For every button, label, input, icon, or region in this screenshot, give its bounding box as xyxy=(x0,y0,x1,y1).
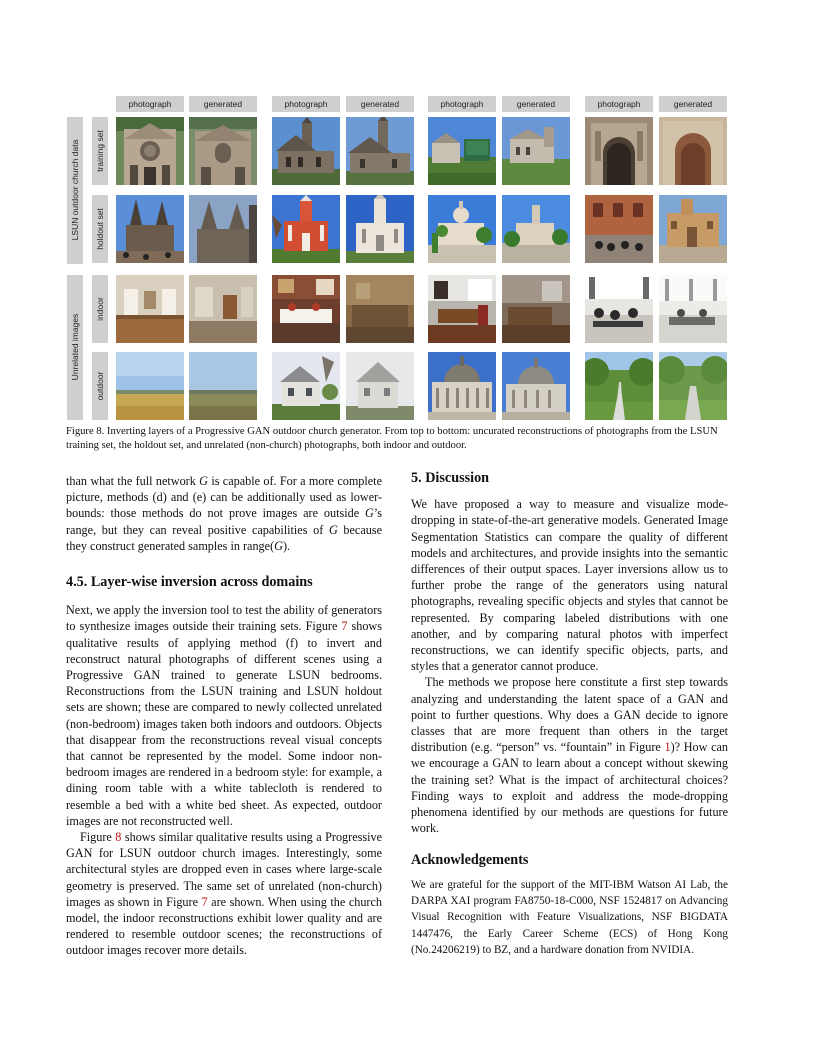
image-training-generated-1 xyxy=(189,117,257,185)
group-label-unrelated: Unrelated images xyxy=(70,313,80,381)
acknowledgements-heading: Acknowledgements xyxy=(411,852,529,869)
row-label-outdoor: outdoor xyxy=(95,371,105,401)
figure-caption-text: Inverting layers of a Progressive GAN outdoor church generator. From top to bottom: uncurated reconstructions of photographs from the LSUN training set, the holdout set, and unrelated (non-church) photographs, both indoor and outdoor. xyxy=(66,426,718,451)
column-header-photograph: photograph xyxy=(272,96,340,112)
image-indoor-generated-1 xyxy=(189,275,257,343)
image-indoor-photo-4 xyxy=(585,275,653,343)
image-outdoor-generated-4 xyxy=(659,352,727,420)
image-outdoor-generated-3 xyxy=(502,352,570,420)
section-heading-5: 5. Discussion xyxy=(411,470,490,486)
image-training-generated-3 xyxy=(502,117,570,185)
left-paragraph-3: Figure 8 shows similar qualitative results using a Progressive GAN for LSUN outdoor church images. Interestingly, some architectural styles are dropped even in cases where large-scale geometry is preserved. The same set of unrelated (non-church) images as shown in Figure 7 are shown. When using the church model, the indoor reconstructions exhibit lower quality and are rendered to resemble outdoor scenes; the reconstructions of outdoor images recover more details. xyxy=(66,830,382,958)
left-paragraph-2: Next, we apply the inversion tool to test the ability of generators to synthesize images outside their training sets. Figure 7 shows qualitative results of applying method (f) to invert and reconstruct natural photographs of different scenes using a Progressive GAN trained to generate LSUN bedrooms. Reconstructions from the LSUN training and LSUN holdout sets are shown; these are compared to newly collected unrelated (non-bedroom) images taken both indoors and outdoors. Objects that disappear from the reconstructions reveal visual concepts that cannot be represented by the model. Some indoor non-bedroom images are rendered in a bedroom style: for example, a dining room table with a white tablecloth is rendered to resemble a bed with a white bed sheet. As expected, outdoor images are not reconstructed well. xyxy=(66,603,382,828)
image-indoor-generated-2 xyxy=(346,275,414,343)
column-header-photograph: photograph xyxy=(585,96,653,112)
image-holdout-generated-4 xyxy=(659,195,727,263)
image-outdoor-photo-4 xyxy=(585,352,653,420)
image-training-generated-4 xyxy=(659,117,727,185)
image-outdoor-photo-2 xyxy=(272,352,340,420)
image-outdoor-photo-1 xyxy=(116,352,184,420)
right-paragraph-2: The methods we propose here constitute a first step towards analyzing and understanding the latent space of a GAN and point to further questions. Why does a GAN decide to ignore classes that are more frequent than others in the target distribution (e.g. “person” vs. “fountain” in Figure 1)? How can we encourage a GAN to learn about a concept without skewing the training set? What is the impact of architectural choices? Finding ways to exploit and address the mode-dropping phenomena identified by our methods are questions for future work. xyxy=(411,675,728,836)
image-holdout-photo-4 xyxy=(585,195,653,263)
column-header-generated: generated xyxy=(502,96,570,112)
row-label-training: training set xyxy=(95,130,105,172)
image-holdout-generated-3 xyxy=(502,195,570,263)
column-header-generated: generated xyxy=(189,96,257,112)
figure-ref-link[interactable]: 7 xyxy=(201,894,208,909)
image-indoor-generated-3 xyxy=(502,275,570,343)
image-indoor-photo-3 xyxy=(428,275,496,343)
image-training-photo-2 xyxy=(272,117,340,185)
figure-ref-link[interactable]: 7 xyxy=(341,619,348,634)
right-column xyxy=(411,470,728,959)
image-outdoor-generated-2 xyxy=(346,352,414,420)
column-header-generated: generated xyxy=(346,96,414,112)
left-paragraph-1: than what the full network G is capable of. For a more complete picture, methods (d) and (e) can be additionally used as lower-bounds: those methods do not prove images are outside G’s range, but they can reveal positive capabilities of G because they construct generated samples in range(G). xyxy=(66,474,382,553)
column-header-photograph: photograph xyxy=(116,96,184,112)
figure-ref-link[interactable]: 8 xyxy=(115,830,122,845)
left-column xyxy=(66,473,382,959)
image-holdout-generated-2 xyxy=(346,195,414,263)
row-label-holdout: holdout set xyxy=(95,208,105,250)
image-outdoor-photo-3 xyxy=(428,352,496,420)
image-holdout-photo-3 xyxy=(428,195,496,263)
image-training-photo-1 xyxy=(116,117,184,185)
figure-caption xyxy=(66,425,746,453)
right-paragraph-1: We have proposed a way to measure and visualize mode-dropping in state-of-the-art generative models. Generated Image Segmentation Statistics can compare the quality of different models and architectures, and provide insights into the semantic differences of their output spaces. Layer inversions allow us to further probe the range of the generators using natural photographs, revealing specific objects and styles that cannot be represented. By comparing labeled distributions with one another, and by comparing natural photos with imperfect reconstructions, we can identify specific objects, parts, and styles that a generator cannot produce. xyxy=(411,497,728,674)
figure-caption-label: Figure 8. xyxy=(66,426,105,437)
column-header-generated: generated xyxy=(659,96,727,112)
figure-ref-link[interactable]: 1 xyxy=(664,740,671,755)
image-training-photo-3 xyxy=(428,117,496,185)
section-heading-4-5: 4.5. Layer-wise inversion across domains xyxy=(66,574,313,591)
image-indoor-photo-1 xyxy=(116,275,184,343)
image-training-photo-4 xyxy=(585,117,653,185)
image-holdout-generated-1 xyxy=(189,195,257,263)
image-indoor-photo-2 xyxy=(272,275,340,343)
image-training-generated-2 xyxy=(346,117,414,185)
row-label-indoor: indoor xyxy=(95,297,105,321)
column-header-photograph: photograph xyxy=(428,96,496,112)
image-holdout-photo-1 xyxy=(116,195,184,263)
image-holdout-photo-2 xyxy=(272,195,340,263)
image-indoor-generated-4 xyxy=(659,275,727,343)
acknowledgements-text: We are grateful for the support of the MIT-IBM Watson AI Lab, the DARPA XAI program FA8750-18-C000, NSF 1524817 on Advancing Visual Recognition with Feature Visualizations, NSF BIGDATA 1447476, the Early Career Scheme (ECS) of Hong Kong (No.24206219) to BZ, and a hardware donation from NVIDIA. xyxy=(411,878,728,957)
group-label-lsun: LSUN outdoor church data xyxy=(70,139,80,241)
image-outdoor-generated-1 xyxy=(189,352,257,420)
